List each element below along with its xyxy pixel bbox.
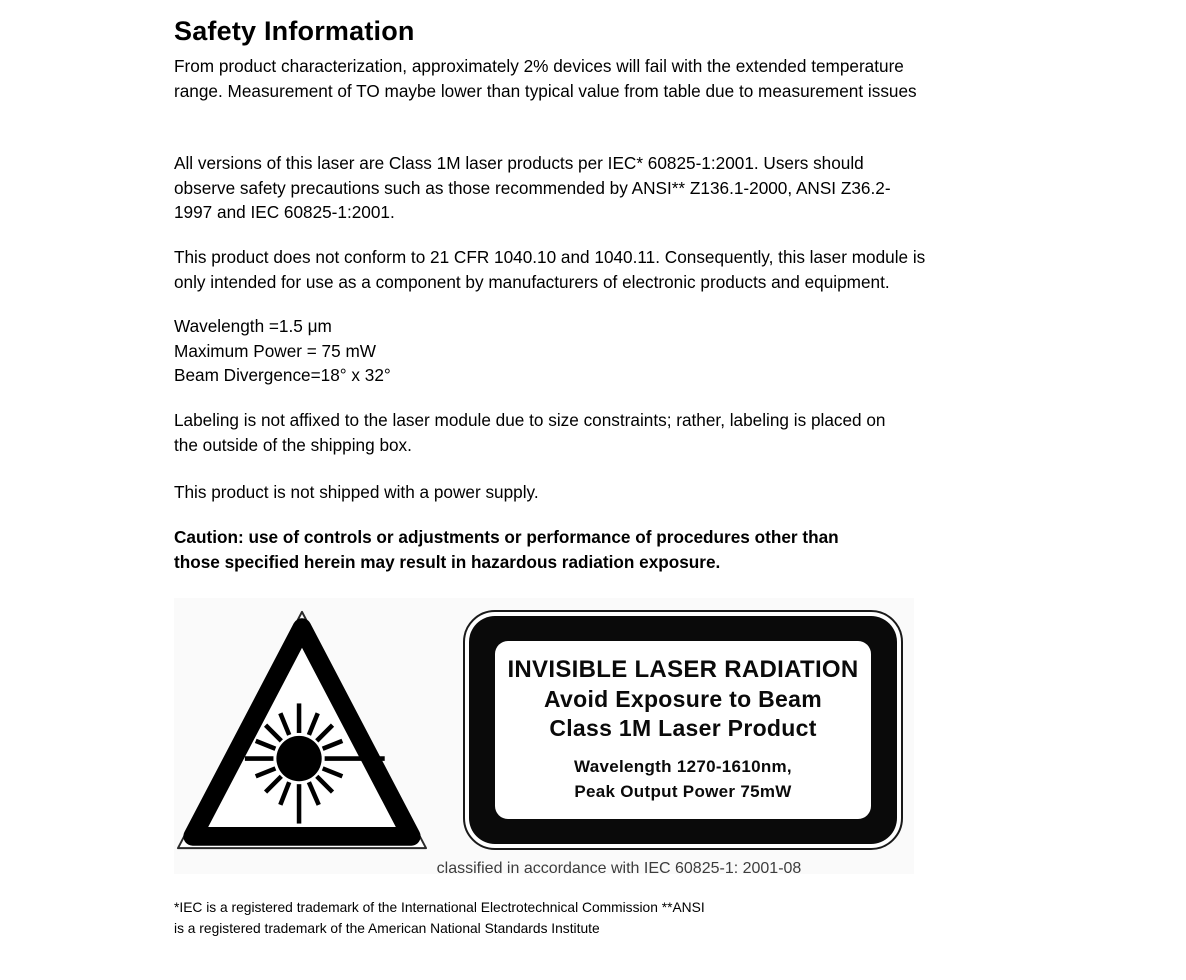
- safety-labels-figure: [174, 598, 914, 877]
- laser-warning-label-border: [469, 616, 897, 844]
- text-line: Labeling is not affixed to the laser module due to size constraints; rather, labeling is placed on: [174, 410, 886, 430]
- label-line-class: Class 1M Laser Product: [549, 715, 817, 741]
- spec-max-power: Maximum Power = 75 mW: [174, 340, 376, 361]
- paragraph-cfr-conformance: [174, 245, 1019, 294]
- text-line: 1997 and IEC 60825-1:2001.: [174, 202, 395, 222]
- label-line-wavelength: Wavelength 1270-1610nm,: [574, 757, 792, 776]
- text-line: This product is not shipped with a power supply.: [174, 482, 539, 502]
- text-line: From product characterization, approximately 2% devices will fail with the extended temperature: [174, 56, 904, 76]
- text-line: Caution: use of controls or adjustments or performance of procedures other than: [174, 527, 839, 547]
- laser-warning-label: [463, 610, 903, 850]
- classification-caption: classified in accordance with IEC 60825-1: 2001-08: [436, 860, 802, 877]
- page-title: Safety Information: [174, 16, 415, 46]
- paragraph-laser-class: [174, 151, 1019, 225]
- text-line: *IEC is a registered trademark of the International Electrotechnical Commission **ANSI: [174, 900, 705, 915]
- laser-warning-triangle-icon: [174, 606, 430, 856]
- text-line: All versions of this laser are Class 1M laser products per IEC* 60825-1:2001. Users should: [174, 153, 864, 173]
- laser-warning-label-text-panel: [495, 641, 871, 819]
- label-specs-group: [501, 754, 865, 804]
- label-line-radiation: INVISIBLE LASER RADIATION: [507, 656, 859, 683]
- laser-warning-triangle-svg: [174, 606, 430, 856]
- text-line: those specified herein may result in hazardous radiation exposure.: [174, 551, 721, 572]
- paragraph-intro: [174, 54, 1019, 103]
- text-line: only intended for use as a component by manufacturers of electronic products and equipment.: [174, 271, 890, 292]
- text-line: the outside of the shipping box.: [174, 434, 412, 455]
- text-line: range. Measurement of TO maybe lower than typical value from table due to measurement issues: [174, 80, 917, 101]
- paragraph-caution: [174, 525, 1019, 574]
- spec-wavelength: Wavelength =1.5 μm: [174, 316, 332, 336]
- trademark-footnote: [174, 897, 1019, 939]
- paragraph-labeling: [174, 408, 1019, 457]
- label-line-avoid-exposure: Avoid Exposure to Beam: [544, 686, 822, 712]
- text-line: is a registered trademark of the American National Standards Institute: [174, 921, 600, 936]
- label-line-peak-power: Peak Output Power 75mW: [574, 782, 792, 801]
- text-line: This product does not conform to 21 CFR 1040.10 and 1040.11. Consequently, this laser module is: [174, 247, 926, 267]
- spec-beam-divergence: Beam Divergence=18° x 32°: [174, 365, 391, 385]
- laser-specs-list: [174, 314, 1019, 388]
- labels-row: [174, 598, 914, 856]
- paragraph-power-supply: [174, 480, 1019, 505]
- text-line: observe safety precautions such as those recommended by ANSI** Z136.1-2000, ANSI Z36.2-: [174, 177, 891, 198]
